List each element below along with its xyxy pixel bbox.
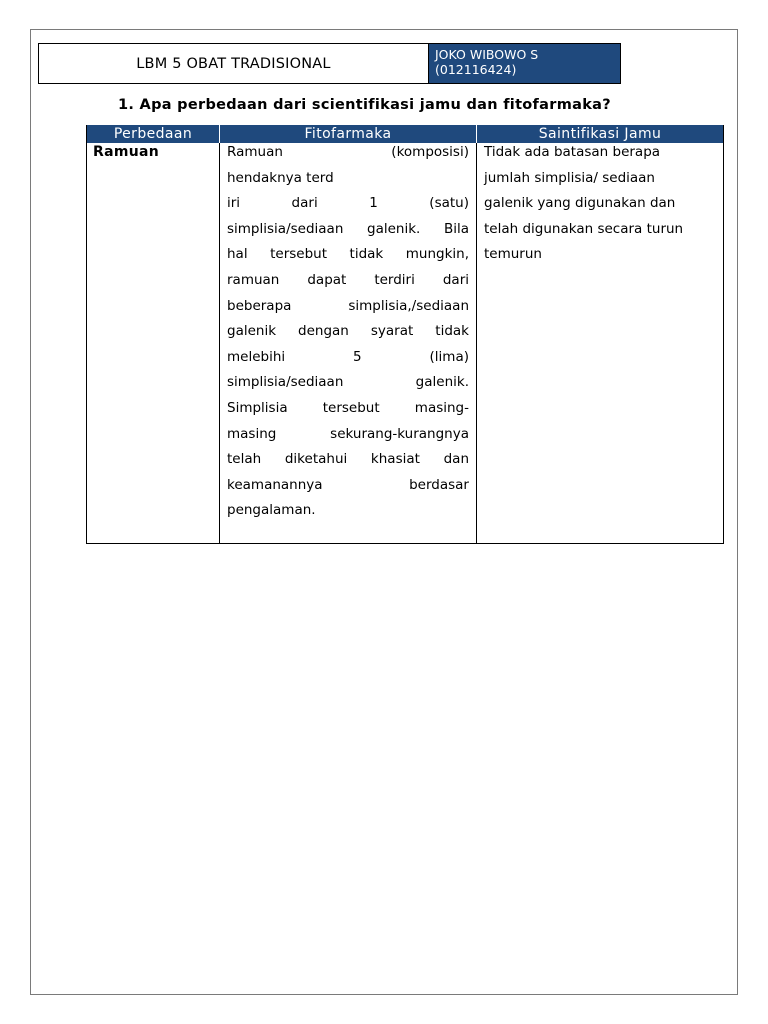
- fitofarmaka-cell: [220, 143, 477, 543]
- fitofarmaka-line: pengalaman.: [227, 502, 316, 519]
- saintifikasi-line: Tidak ada batasan berapa: [484, 144, 661, 160]
- table-header-row: [87, 125, 723, 143]
- fitofarmaka-line: simplisia/sediaan galenik. Bila: [227, 220, 469, 237]
- comparison-table: [86, 125, 724, 544]
- header-table: [38, 43, 621, 84]
- document-title: LBM 5 OBAT TRADISIONAL: [39, 44, 429, 83]
- fitofarmaka-line: simplisia/sediaan galenik.: [227, 374, 469, 391]
- fitofarmaka-line: Ramuan (komposisi): [227, 144, 469, 160]
- saintifikasi-line: temurun: [484, 246, 542, 263]
- author-cell: [429, 44, 620, 83]
- saintifikasi-line: telah digunakan secara turun: [484, 220, 684, 237]
- fitofarmaka-line: hal tersebut tidak mungkin,: [227, 246, 469, 263]
- saintifikasi-line: jumlah simplisia/ sediaan: [484, 169, 655, 186]
- author-id: (012116424): [435, 62, 517, 77]
- row-label-ramuan: Ramuan: [87, 143, 220, 543]
- fitofarmaka-line: Simplisia tersebut masing-: [227, 399, 469, 416]
- fitofarmaka-line: telah diketahui khasiat dan: [227, 451, 469, 468]
- saintifikasi-line: galenik yang digunakan dan: [484, 195, 676, 212]
- fitofarmaka-line: keamanannya berdasar: [227, 476, 469, 493]
- saintifikasi-cell: [477, 143, 723, 543]
- column-header-fitofarmaka: Fitofarmaka: [220, 125, 477, 143]
- column-header-perbedaan: Perbedaan: [87, 125, 220, 143]
- author-name: JOKO WIBOWO S: [435, 47, 539, 62]
- table-row: [87, 143, 723, 543]
- fitofarmaka-line: masing sekurang-kurangnya: [227, 425, 469, 442]
- fitofarmaka-line: galenik dengan syarat tidak: [227, 323, 469, 340]
- fitofarmaka-line: iri dari 1 (satu): [227, 195, 469, 212]
- fitofarmaka-line: beberapa simplisia,/sediaan: [227, 297, 469, 314]
- fitofarmaka-line: ramuan dapat terdiri dari: [227, 271, 469, 288]
- question-heading: 1. Apa perbedaan dari scientifikasi jamu dan fitofarmaka?: [118, 97, 611, 113]
- fitofarmaka-line: hendaknya terd: [227, 169, 334, 186]
- fitofarmaka-line: melebihi 5 (lima): [227, 348, 469, 365]
- column-header-saintifikasi: Saintifikasi Jamu: [538, 126, 662, 142]
